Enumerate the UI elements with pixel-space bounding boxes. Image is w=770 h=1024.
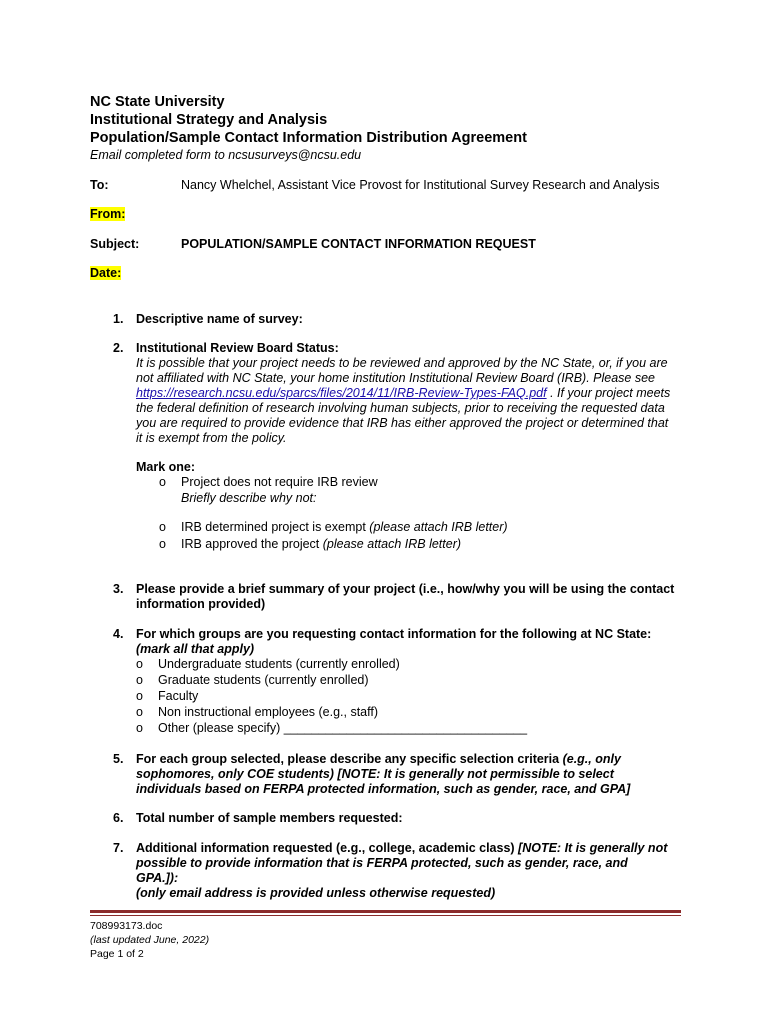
footer-rule-thin (90, 915, 681, 916)
q2-para-line6: it is exempt from the policy. (136, 431, 287, 445)
q7-line1-italic: [NOTE: It is generally not (518, 841, 668, 855)
q7-number: 7. (113, 841, 124, 855)
checkbox-bullet[interactable]: o (136, 673, 143, 687)
email-instruction: Email completed form to ncsusurveys@ncsu.edu (90, 148, 362, 162)
checkbox-bullet[interactable]: o (136, 721, 143, 735)
q6-number: 6. (113, 811, 124, 825)
q2-para-line5: you are required to provide evidence that IRB has either approved the project or determined that (136, 416, 669, 430)
q1-number: 1. (113, 312, 124, 326)
footer-rule-thick (90, 910, 681, 913)
q4-number: 4. (113, 627, 124, 641)
to-label: To: (90, 178, 109, 192)
q2-para-line3 (136, 386, 670, 400)
irb-option-exempt (181, 520, 508, 534)
q4-line1: For which groups are you requesting contact information for the following at NC State: (136, 627, 652, 641)
from-label: From: (90, 207, 126, 221)
to-value: Nancy Whelchel, Assistant Vice Provost for Institutional Survey Research and Analysis (181, 178, 660, 192)
irb-option-not-required-sub: Briefly describe why not: (181, 491, 317, 505)
q1-text: Descriptive name of survey: (136, 312, 303, 326)
irb-option-exempt-note: (please attach IRB letter) (369, 520, 508, 534)
q2-para-line2: not affiliated with NC State, your home institution Institutional Review Board (IRB). Please see (136, 371, 656, 385)
q7-line4: (only email address is provided unless otherwise requested) (136, 886, 496, 900)
q2-number: 2. (113, 341, 124, 355)
q5-line1 (136, 752, 621, 766)
q5-line2: sophomores, only COE students) [NOTE: It is generally not permissible to select (136, 767, 614, 781)
irb-faq-link[interactable]: https://research.ncsu.edu/sparcs/files/2014/11/IRB-Review-Types-FAQ.pdf (136, 386, 547, 400)
irb-option-approved-text: IRB approved the project (181, 537, 320, 551)
q4-line2: (mark all that apply) (136, 642, 255, 656)
group-option: Non instructional employees (e.g., staff) (158, 705, 379, 719)
footer-page-number: Page 1 of 2 (90, 948, 144, 960)
irb-option-not-required: Project does not require IRB review (181, 475, 378, 489)
subject-value: POPULATION/SAMPLE CONTACT INFORMATION REQUEST (181, 237, 536, 251)
checkbox-bullet[interactable]: o (159, 537, 166, 551)
footer-filename: 708993173.doc (90, 920, 163, 932)
q3-number: 3. (113, 582, 124, 596)
checkbox-bullet[interactable]: o (159, 520, 166, 534)
q5-line1-italic: (e.g., only (562, 752, 621, 766)
q5-line1-text: For each group selected, please describe any specific selection criteria (136, 752, 563, 766)
q2-para-line4: the federal definition of research involving human subjects, prior to receiving the requested data (136, 401, 665, 415)
group-option: Graduate students (currently enrolled) (158, 673, 369, 687)
q7-line3: GPA.]): (136, 871, 179, 885)
q2-title: Institutional Review Board Status: (136, 341, 339, 355)
q7-line1 (136, 841, 667, 855)
irb-option-exempt-text: IRB determined project is exempt (181, 520, 366, 534)
q5-number: 5. (113, 752, 124, 766)
q2-para-line1: It is possible that your project needs to be reviewed and approved by the NC State, or, if you are (136, 356, 668, 370)
checkbox-bullet[interactable]: o (136, 657, 143, 671)
q7-line1-text: Additional information requested (e.g., college, academic class) (136, 841, 519, 855)
irb-option-approved-note: (please attach IRB letter) (322, 537, 462, 551)
q2-para-line3-tail: . If your project meets (546, 386, 671, 400)
irb-option-approved (181, 537, 461, 551)
q7-line2: possible to provide information that is FERPA protected, such as gender, race, and (136, 856, 628, 870)
mark-one-label: Mark one: (136, 460, 196, 474)
q5-line3: individuals based on FERPA protected information, such as gender, race, and GPA] (136, 782, 631, 796)
group-option-other[interactable]: Other (please specify) ___________________________________ (158, 721, 528, 735)
title-department: Institutional Strategy and Analysis (90, 112, 328, 128)
q6-text: Total number of sample members requested: (136, 811, 403, 825)
group-option: Undergraduate students (currently enrolled) (158, 657, 400, 671)
title-document: Population/Sample Contact Information Distribution Agreement (90, 130, 527, 146)
subject-label: Subject: (90, 237, 140, 251)
q3-line2: information provided) (136, 597, 266, 611)
checkbox-bullet[interactable]: o (136, 705, 143, 719)
footer-updated: (last updated June, 2022) (90, 934, 210, 946)
group-option: Faculty (158, 689, 199, 703)
checkbox-bullet[interactable]: o (159, 475, 166, 489)
q3-line1: Please provide a brief summary of your project (i.e., how/why you will be using the contact (136, 582, 675, 596)
checkbox-bullet[interactable]: o (136, 689, 143, 703)
title-university: NC State University (90, 94, 225, 110)
date-label: Date: (90, 266, 122, 280)
